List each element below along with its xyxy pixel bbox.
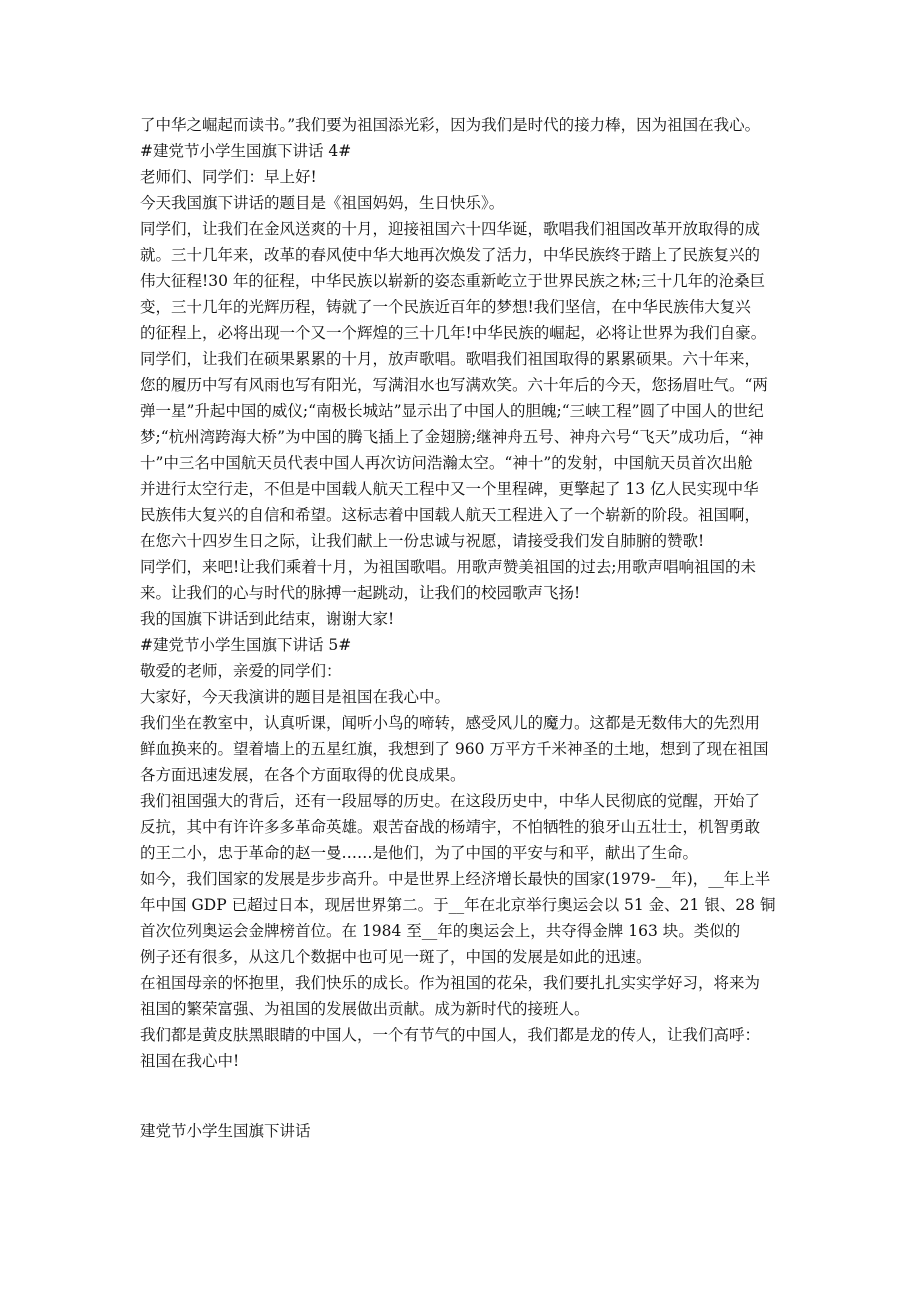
text-line: 伟大征程!30 年的征程，中华民族以崭新的姿态重新屹立于世界民族之林;三十几年的沧桑巨 [140,272,766,290]
text-line: 我们坐在教室中，认真听课，闻听小鸟的啼转，感受风儿的魔力。这都是无数伟大的先烈用 [140,714,761,732]
text-line: #建党节小学生国旗下讲话 5# [140,636,352,654]
text-line: 我们祖国强大的背后，还有一段屈辱的历史。在这段历史中，中华人民彻底的觉醒，开始了 [140,792,761,810]
text-line: 年中国 GDP 已超过日本，现居世界第二。于__年在北京举行奥运会以 51 金、21 银、28 铜 [140,896,776,914]
text-line: 来。让我们的心与时代的脉搏一起跳动，让我们的校园歌声飞扬! [140,584,581,602]
text-line: 变，三十几年的光辉历程，铸就了一个民族近百年的梦想!我们坚信，在中华民族伟大复兴 [140,298,751,316]
text-line: 同学们，让我们在金风送爽的十月，迎接祖国六十四华诞，歌唱我们祖国改革开放取得的成 [140,220,761,238]
text-line: 同学们，让我们在硕果累累的十月，放声歌唱。歌唱我们祖国取得的累累硕果。六十年来， [140,350,761,368]
text-line: 同学们，来吧!让我们乘着十月，为祖国歌唱。用歌声赞美祖国的过去;用歌声唱响祖国的未 [140,558,756,576]
text-line: 并进行太空行走，不但是中国载人航天工程中又一个里程碑，更擎起了 13 亿人民实现中华 [140,480,759,498]
footer-title: 建党节小学生国旗下讲话 [140,1122,311,1140]
text-line: #建党节小学生国旗下讲话 4# [140,142,352,160]
text-line: 祖国在我心中! [140,1052,240,1070]
text-line: 我们都是黄皮肤黑眼睛的中国人，一个有节气的中国人，我们都是龙的传人，让我们高呼： [140,1026,761,1044]
text-line: 在您六十四岁生日之际，让我们献上一份忠诚与祝愿，请接受我们发自肺腑的赞歌! [140,532,705,550]
text-line: 在祖国母亲的怀抱里，我们快乐的成长。作为祖国的花朵，我们要扎扎实实学好习，将来为 [140,974,761,992]
document-body [140,112,800,1144]
text-line: 例子还有很多，从这几个数据中也可见一斑了，中国的发展是如此的迅速。 [140,948,652,966]
text-line: 首次位列奥运会金牌榜首位。在 1984 至__年的奥运会上，共夺得金牌 163 块。类似的 [140,922,741,940]
text-line: 就。三十几年来，改革的春风使中华大地再次焕发了活力，中华民族终于踏上了民族复兴的 [140,246,761,264]
text-line: 十”中三名中国航天员代表中国人再次访问浩瀚太空。“神十”的发射，中国航天员首次出舱 [140,454,753,472]
text-lines [140,112,800,1074]
blank-line [140,1074,800,1100]
text-line: 今天我国旗下讲话的题目是《祖国妈妈，生日快乐》。 [140,194,505,212]
text-line: 的王二小，忠于革命的赵一曼……是他们，为了中国的平安与和平，献出了生命。 [140,844,699,862]
text-line: 弹一星”升起中国的威仪;“南极长城站”显示出了中国人的胆魄;“三峡工程”圆了中国人的世纪 [140,402,764,420]
text-line: 民族伟大复兴的自信和希望。这标志着中国载人航天工程进入了一个崭新的阶段。祖国啊， [140,506,761,524]
text-line: 大家好，今天我演讲的题目是祖国在我心中。 [140,688,451,706]
text-line: 鲜血换来的。望着墙上的五星红旗，我想到了 960 万平方千米神圣的土地，想到了现在祖国 [140,740,769,758]
text-line: 反抗，其中有许许多多革命英雄。艰苦奋战的杨靖宇，不怕牺牲的狼牙山五壮士，机智勇敢 [140,818,761,836]
text-line: 各方面迅速发展，在各个方面取得的优良成果。 [140,766,466,784]
text-line: 了中华之崛起而读书。”我们要为祖国添光彩，因为我们是时代的接力棒，因为祖国在我心。 [140,116,761,134]
text-line: 老师们、同学们：早上好! [140,168,317,186]
text-line: 梦;“杭州湾跨海大桥”为中国的腾飞插上了金翅膀;继神舟五号、神舟六号“飞天”成功后，“神 [140,428,764,446]
text-line: 的征程上，必将出现一个又一个辉煌的三十几年!中华民族的崛起，必将让世界为我们自豪。 [140,324,767,342]
text-line: 祖国的繁荣富强、为祖国的发展做出贡献。成为新时代的接班人。 [140,1000,590,1018]
text-line: 如今，我们国家的发展是步步高升。中是世界上经济增长最快的国家(1979-__年)，__年上半 [140,870,771,888]
text-line: 您的履历中写有风雨也写有阳光，写满泪水也写满欢笑。六十年后的今天，您扬眉吐气。“两 [140,376,768,394]
text-line: 我的国旗下讲话到此结束，谢谢大家! [140,610,395,628]
text-line: 敬爱的老师，亲爱的同学们： [140,662,342,680]
